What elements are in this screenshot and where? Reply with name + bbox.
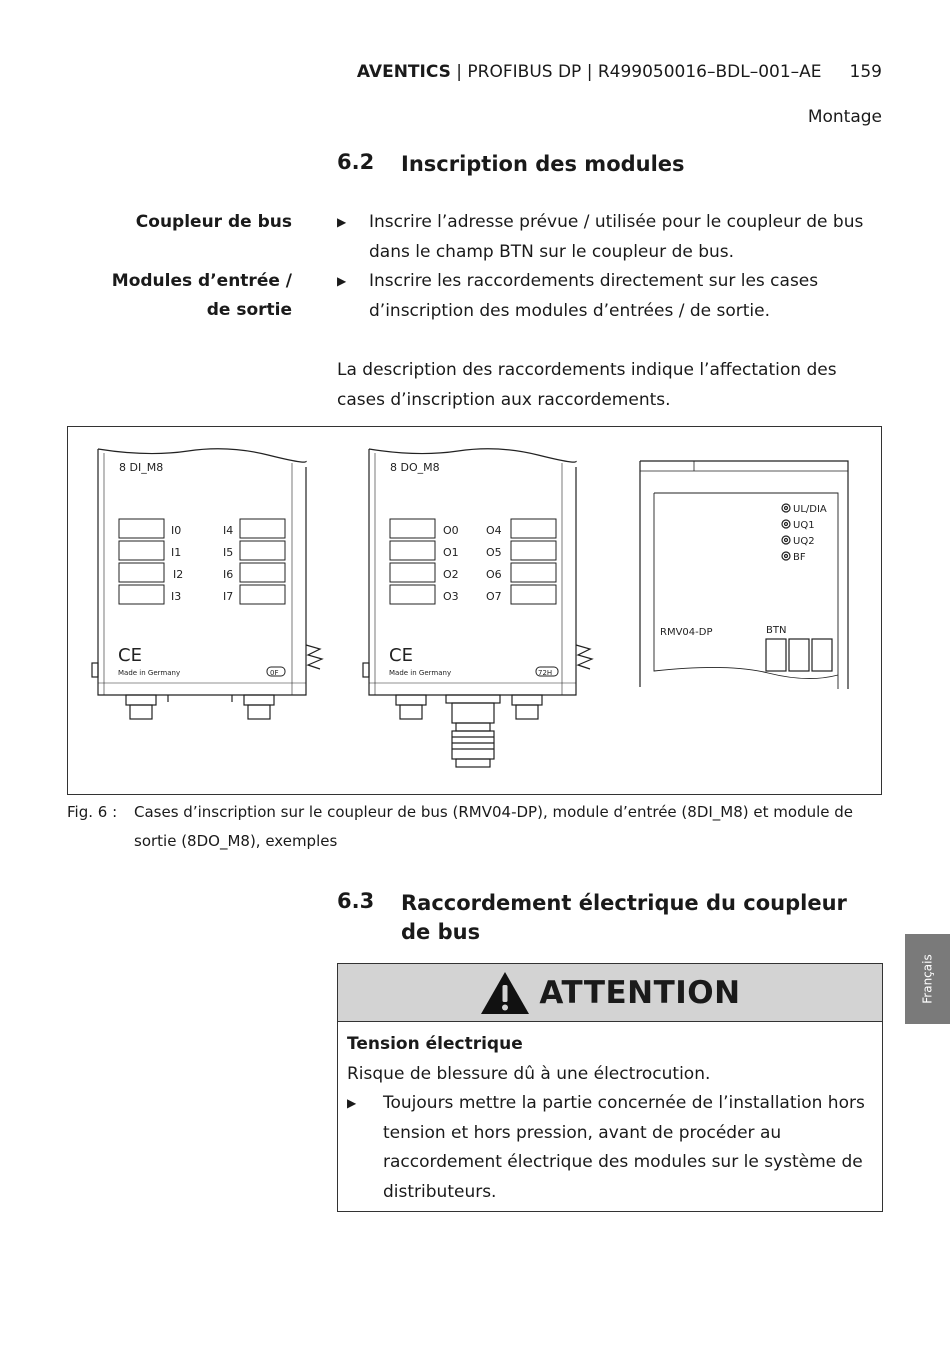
label-line: Modules d’entrée / [111,271,292,291]
bullet-text: Toujours mettre la partie concernée de l’installation hors tension et hors pression, avant de procéder au raccordement électrique des modules sur le système de distributeurs. [383,1093,865,1202]
led-label: UQ2 [793,536,815,547]
brand: AVENTICS [356,62,451,82]
output-module-name: 8 DO_M8 [390,461,440,474]
figure-caption [67,798,882,858]
bullet-text: Inscrire l’adresse prévue / utilisée pour le coupleur de bus dans le champ BTN sur le coupleur de bus. [369,212,864,262]
section-number: 6.2 [337,150,375,174]
attention-box [337,963,883,1212]
module-drawing [68,427,881,794]
doc-reference: | PROFIBUS DP | R499050016–BDL–001–AE [450,62,822,82]
led-label: UL/DIA [793,504,827,515]
input-label: I6 [223,568,234,581]
input-label: I0 [171,524,182,537]
output-label: O6 [486,568,502,581]
ce-mark: CE [389,645,413,666]
section-6-3-heading [337,889,883,949]
bullet-triangle-icon: ▶ [337,274,347,288]
input-label: I5 [223,546,234,559]
attention-title: ATTENTION [539,974,741,1011]
running-header [357,62,882,82]
attention-body [347,1030,877,1207]
warning-triangle-icon [479,970,531,1016]
output-label: O1 [443,546,459,559]
output-label: O0 [443,524,459,537]
input-label: I4 [223,524,234,537]
label-bus-coupler: Coupleur de bus [135,212,292,232]
section-6-2-heading [337,150,883,180]
input-label: I1 [171,546,182,559]
input-label: I7 [223,590,234,603]
section-title: Raccordement électrique du coupleur de bus [401,891,847,944]
page-number: 159 [849,62,882,82]
label-io-modules [32,267,292,325]
language-tab [905,934,950,1024]
made-in-label: Made in Germany [389,669,452,677]
input-label: I3 [171,590,182,603]
figure-frame [67,426,882,795]
output-label: O7 [486,590,502,603]
attention-header [338,964,882,1022]
btn-label: BTN [766,625,787,636]
output-label: O4 [486,524,502,537]
bullet-item [347,1089,877,1207]
paragraph: La description des raccordements indique l’affectation des cases d’inscription aux raccordements. [337,360,837,410]
input-label: I2 [173,568,184,581]
module-badge: 72H [538,669,553,677]
language-label: Français [920,954,935,1004]
caption-label: Fig. 6 : [67,803,118,821]
section-title: Inscription des modules [401,152,685,176]
bullet-triangle-icon: ▶ [337,215,347,229]
bullet-item [337,208,897,268]
section-name: Montage [807,107,882,127]
bullet-item [337,267,897,327]
section-number: 6.3 [337,889,375,913]
hazard-risk: Risque de blessure dû à une électrocution. [347,1063,711,1084]
output-label: O2 [443,568,459,581]
input-module-name: 8 DI_M8 [119,461,164,474]
output-label: O5 [486,546,502,559]
led-label: UQ1 [793,520,815,531]
bullet-text: Inscrire les raccordements directement sur les cases d’inscription des modules d’entrées / de sortie. [369,271,819,321]
label-line: de sortie [206,300,292,320]
module-badge: 0F [270,669,279,677]
led-label: BF [793,552,806,563]
output-label: O3 [443,590,459,603]
bus-coupler-name: RMV04-DP [660,627,713,638]
made-in-label: Made in Germany [118,669,181,677]
bullet-triangle-icon: ▶ [347,1096,357,1110]
ce-mark: CE [118,645,142,666]
hazard-title: Tension électrique [347,1034,523,1054]
caption-text: Cases d’inscription sur le coupleur de bus (RMV04-DP), module d’entrée (8DI_M8) et module de sortie (8DO_M8), exemples [134,803,854,850]
